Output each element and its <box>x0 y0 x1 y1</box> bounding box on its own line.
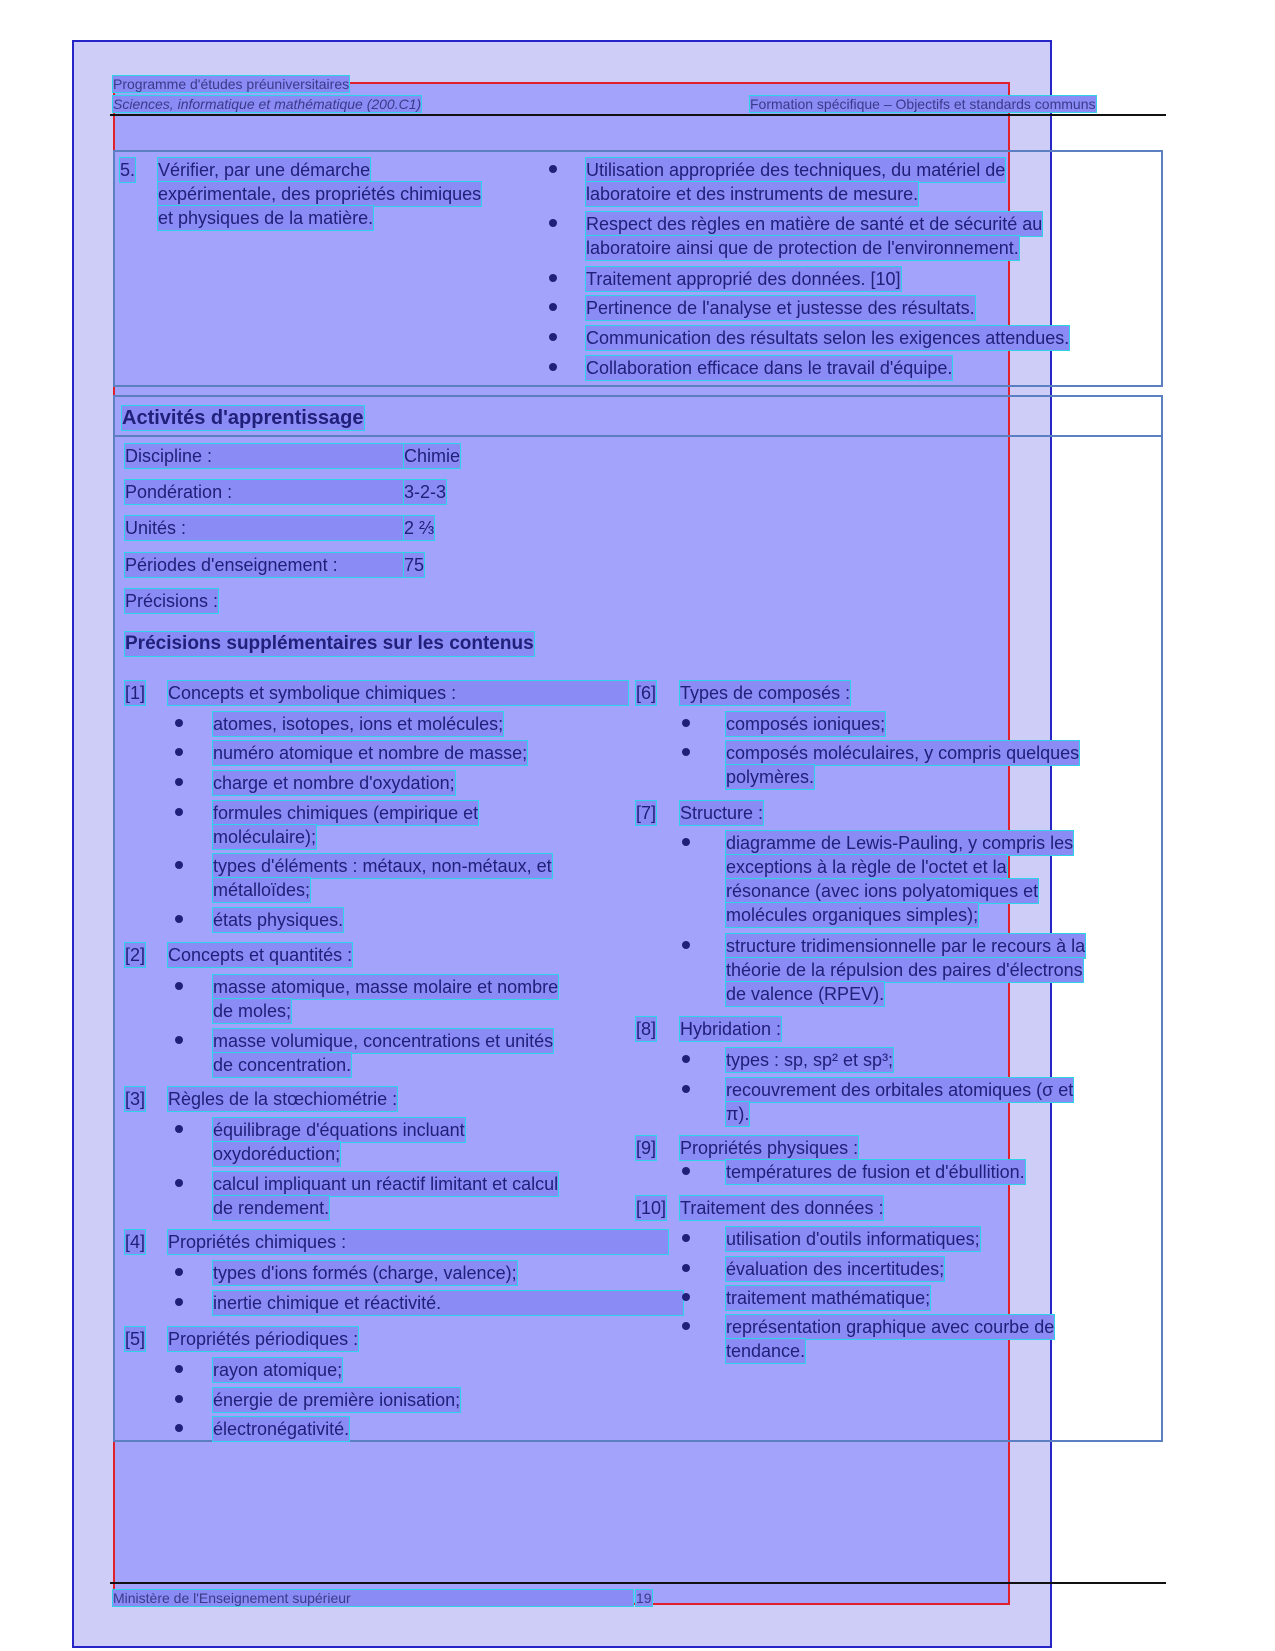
supp-title: Précisions supplémentaires sur les contenus <box>125 633 534 654</box>
bullet-icon <box>175 1395 183 1403</box>
group-title: Propriétés périodiques : <box>168 1329 359 1349</box>
list-item: structure tridimensionnelle par le recours à la <box>726 936 1086 956</box>
group-number: [4] <box>125 1232 146 1252</box>
bullet-icon <box>175 1298 183 1306</box>
bullet-icon <box>549 219 557 227</box>
list-item: masse atomique, masse molaire et nombre <box>213 977 559 997</box>
bullet-icon <box>682 838 690 846</box>
list-item: types d'éléments : métaux, non-métaux, et <box>213 856 552 876</box>
bullet-icon <box>682 1234 690 1242</box>
group-number: [5] <box>125 1329 146 1349</box>
page-number: 19 <box>636 1590 652 1606</box>
objective-number: 5. <box>120 160 136 180</box>
list-item: évaluation des incertitudes; <box>726 1259 945 1279</box>
group-title: Propriétés physiques : <box>680 1138 859 1158</box>
list-item: de concentration. <box>213 1055 352 1075</box>
bullet-icon <box>175 1424 183 1432</box>
list-item: résonance (avec ions polyatomiques et <box>726 881 1039 901</box>
activities-title: Activités d'apprentissage <box>122 407 364 429</box>
criterion-text: Collaboration efficace dans le travail d'équipe. <box>586 358 953 378</box>
bullet-icon <box>682 1085 690 1093</box>
list-item: types d'ions formés (charge, valence); <box>213 1263 517 1283</box>
bullet-icon <box>175 778 183 786</box>
ponderation-label: Pondération : <box>125 480 405 504</box>
bullet-icon <box>175 1268 183 1276</box>
list-item: charge et nombre d'oxydation; <box>213 773 455 793</box>
list-item: π). <box>726 1104 750 1124</box>
list-item: atomes, isotopes, ions et molécules; <box>213 714 504 734</box>
group-title: Règles de la stœchiométrie : <box>168 1089 398 1109</box>
header-program: Programme d'études préuniversitaires <box>113 76 350 92</box>
bullet-icon <box>175 915 183 923</box>
list-item: types : sp, sp² et sp³; <box>726 1050 894 1070</box>
group-number: [10] <box>636 1198 667 1218</box>
criterion-text: Respect des règles en matière de santé et de sécurité au <box>586 214 1043 234</box>
bullet-icon <box>175 1365 183 1373</box>
list-item: composés moléculaires, y compris quelques <box>726 743 1080 763</box>
bullet-icon <box>175 1125 183 1133</box>
objective-line: Vérifier, par une démarche <box>158 160 371 180</box>
group-number: [2] <box>125 945 146 965</box>
precisions-label: Précisions : <box>125 591 219 611</box>
bullet-icon <box>682 1322 690 1330</box>
bullet-icon <box>175 982 183 990</box>
list-item: de valence (RPEV). <box>726 984 885 1004</box>
list-item: équilibrage d'équations incluant <box>213 1120 465 1140</box>
objective-line: et physiques de la matière. <box>158 208 374 228</box>
bullet-icon <box>175 808 183 816</box>
list-item: composés ioniques; <box>726 714 886 734</box>
bullet-icon <box>549 333 557 341</box>
ponderation-value: 3-2-3 <box>404 482 447 502</box>
list-item: énergie de première ionisation; <box>213 1390 461 1410</box>
list-item: moléculaire); <box>213 827 317 847</box>
list-item: formules chimiques (empirique et <box>213 803 479 823</box>
criterion-text: Pertinence de l'analyse et justesse des résultats. <box>586 298 975 318</box>
criterion-text: Utilisation appropriée des techniques, du matériel de <box>586 160 1006 180</box>
group-number: [6] <box>636 683 657 703</box>
bullet-icon <box>175 1179 183 1187</box>
list-item: molécules organiques simples); <box>726 905 979 925</box>
list-item: températures de fusion et d'ébullition. <box>726 1162 1025 1182</box>
group-number: [3] <box>125 1089 146 1109</box>
criterion-text: Traitement approprié des données. [10] <box>586 269 901 289</box>
criterion-text: laboratoire et des instruments de mesure. <box>586 184 919 204</box>
periodes-label: Périodes d'enseignement : <box>125 553 405 577</box>
list-item: exceptions à la règle de l'octet et la <box>726 857 1007 877</box>
list-item: traitement mathématique; <box>726 1288 931 1308</box>
list-item: tendance. <box>726 1341 806 1361</box>
group-number: [7] <box>636 803 657 823</box>
bullet-icon <box>175 719 183 727</box>
list-item: théorie de la répulsion des paires d'électrons <box>726 960 1083 980</box>
criterion-text: Communication des résultats selon les exigences attendues. <box>586 328 1070 348</box>
group-title: Types de composés : <box>680 683 851 703</box>
bullet-icon <box>549 303 557 311</box>
objective-line: expérimentale, des propriétés chimiques <box>158 184 482 204</box>
list-item: oxydoréduction; <box>213 1144 341 1164</box>
list-item: masse volumique, concentrations et unités <box>213 1031 554 1051</box>
group-title: Concepts et symbolique chimiques : <box>168 681 628 705</box>
list-item: de moles; <box>213 1001 292 1021</box>
list-item: états physiques. <box>213 910 344 930</box>
list-item: électronégativité. <box>213 1419 350 1439</box>
bullet-icon <box>682 748 690 756</box>
bullet-icon <box>682 1293 690 1301</box>
bullet-icon <box>549 363 557 371</box>
list-item: métalloïdes; <box>213 880 311 900</box>
group-title: Structure : <box>680 803 764 823</box>
bullet-icon <box>549 165 557 173</box>
unites-label: Unités : <box>125 516 405 540</box>
list-item: représentation graphique avec courbe de <box>726 1317 1055 1337</box>
bullet-icon <box>682 941 690 949</box>
list-item: numéro atomique et nombre de masse; <box>213 743 528 763</box>
list-item: inertie chimique et réactivité. <box>213 1291 683 1315</box>
criterion-text: laboratoire ainsi que de protection de l'environnement. <box>586 238 1019 258</box>
periodes-value: 75 <box>404 555 425 575</box>
group-title: Concepts et quantités : <box>168 945 353 965</box>
bullet-icon <box>682 1167 690 1175</box>
bullet-icon <box>682 1055 690 1063</box>
group-number: [1] <box>125 683 146 703</box>
list-item: de rendement. <box>213 1198 330 1218</box>
list-item: polymères. <box>726 767 815 787</box>
unites-value: 2 ⅔ <box>404 518 435 538</box>
bullet-icon <box>175 748 183 756</box>
header-track: Sciences, informatique et mathématique (200.C1) <box>113 96 422 112</box>
group-title: Hybridation : <box>680 1019 782 1039</box>
bullet-icon <box>682 1264 690 1272</box>
list-item: rayon atomique; <box>213 1360 343 1380</box>
list-item: diagramme de Lewis-Pauling, y compris les <box>726 833 1074 853</box>
footer-ministry: Ministère de l'Enseignement supérieur <box>113 1590 633 1606</box>
footer-rule <box>110 1582 1166 1584</box>
discipline-label: Discipline : <box>125 444 405 468</box>
bullet-icon <box>682 719 690 727</box>
group-number: [9] <box>636 1138 657 1158</box>
group-title: Propriétés chimiques : <box>168 1230 668 1254</box>
list-item: utilisation d'outils informatiques; <box>726 1229 980 1249</box>
bullet-icon <box>175 861 183 869</box>
bullet-icon <box>549 274 557 282</box>
group-title: Traitement des données : <box>680 1198 884 1218</box>
group-number: [8] <box>636 1019 657 1039</box>
list-item: calcul impliquant un réactif limitant et calcul <box>213 1174 559 1194</box>
list-item: recouvrement des orbitales atomiques (σ et <box>726 1080 1074 1100</box>
header-section: Formation spécifique – Objectifs et standards communs <box>750 96 1096 112</box>
discipline-value: Chimie <box>404 446 461 466</box>
header-rule <box>110 114 1166 116</box>
bullet-icon <box>175 1036 183 1044</box>
